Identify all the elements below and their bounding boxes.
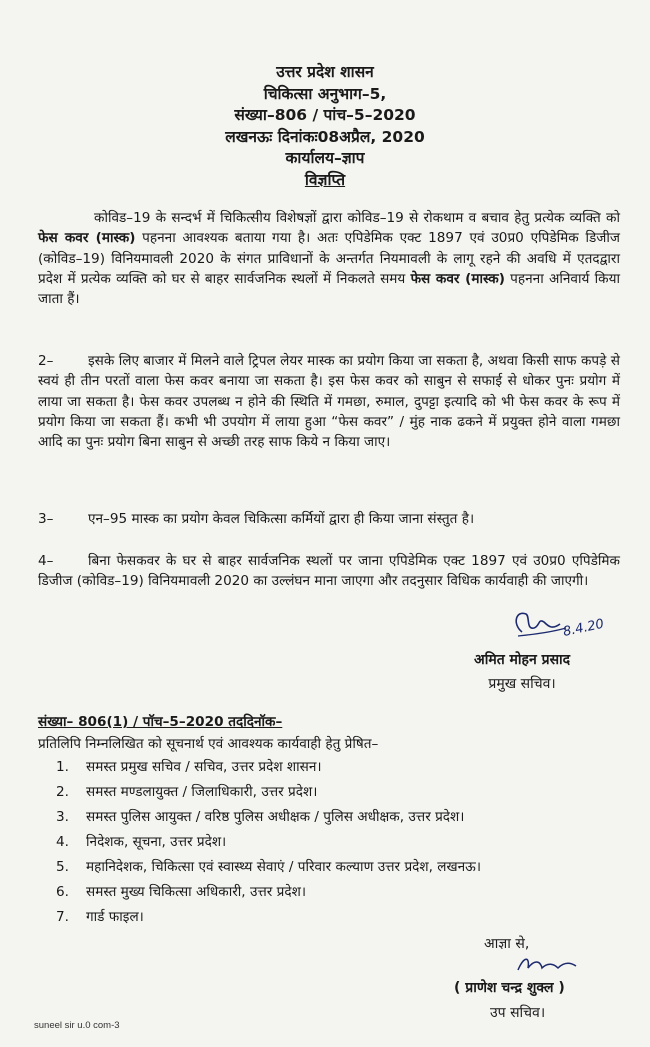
list-item-text: समस्त मुख्य चिकित्सा अधिकारी, उत्तर प्रदेश। [86, 884, 307, 900]
list-item [38, 907, 628, 928]
government-name: उत्तर प्रदेश शासन [276, 63, 374, 81]
paragraph-1-bold-b: फेस कवर (मास्क) [410, 270, 505, 287]
notification-title: विज्ञप्ति [304, 170, 346, 189]
list-item-text: समस्त मण्डलायुक्त / जिलाधिकारी, उत्तर प्रदेश। [86, 784, 318, 800]
paragraph-2-number: 2– [38, 353, 54, 369]
paragraph-1 [38, 208, 620, 309]
signature-1-date: 8.4.20 [561, 616, 606, 640]
paragraph-3-number: 3– [38, 511, 54, 527]
signatory-1-name: अमित मोहन प्रसाद [474, 652, 571, 668]
list-item-text: समस्त पुलिस आयुक्त / वरिष्ठ पुलिस अधीक्षक / पुलिस अधीक्षक, उत्तर प्रदेश। [86, 809, 465, 825]
document-header [0, 62, 650, 191]
list-item [38, 782, 628, 803]
paragraph-2 [38, 351, 620, 452]
place-date: लखनऊः दिनांकः08अप्रैल, 2020 [225, 127, 425, 146]
list-item-number: 3. [56, 809, 69, 825]
paragraph-1-text-a: कोविड–19 के सन्दर्भ में चिकित्सीय विशेषज्ञों द्वारा कोविड–19 से रोकथाम व बचाव हेतु प्रत्येक व्यक्ति को [94, 210, 620, 226]
signature-1-mark [508, 604, 628, 650]
by-order-text: आज्ञा से, [484, 936, 530, 952]
list-item-number: 6. [56, 884, 69, 900]
paragraph-1-bold-a: फेस कवर (मास्क) [38, 230, 136, 247]
paragraph-4-number: 4– [38, 553, 54, 569]
paragraph-3 [38, 509, 620, 529]
signature-2-mark [514, 952, 584, 976]
paragraph-3-text: एन–95 मास्क का प्रयोग केवल चिकित्सा कर्मियों द्वारा ही किया जाना संस्तुत है। [88, 511, 475, 527]
list-item-text: निदेशक, सूचना, उत्तर प्रदेश। [86, 834, 227, 850]
paragraph-1-text-c: पहनना अनिवार्य किया जाता हैं। [38, 270, 620, 308]
office-memo-label: कार्यालय–ज्ञाप [285, 149, 365, 167]
reference-number: संख्या–806 / पांच–5–2020 [234, 106, 416, 124]
list-item [38, 882, 628, 903]
signatory-1-designation: प्रमुख सचिव। [488, 676, 556, 692]
list-item-number: 7. [56, 909, 69, 925]
copy-reference: संख्या– 806(1) / पॉच–5–2020 तददिनॉक– [38, 714, 283, 730]
list-item-number: 1. [56, 759, 69, 775]
footer-note: suneel sir u.0 com-3 [34, 1020, 120, 1031]
department-name: चिकित्सा अनुभाग–5, [263, 84, 387, 103]
signatory-2-name: ( प्राणेश चन्द्र शुक्ल ) [454, 980, 565, 996]
list-item-number: 2. [56, 784, 69, 800]
paragraph-1-text-b: पहनना आवश्यक बताया गया है। अतः एपिडेमिक एक्ट 1897 एवं उ0प्र0 एपिडेमिक डिजीज (कोविड–19) विनियमावली 2020 के संगत प्राविधानों के अन्तर्गत नियमावली के लागू रहने की अवधि में एतदद्वारा प्रदेश में प्रत्येक व्यक्ति को घर से बाहर सार्वजनिक स्थलों में निकलते समय [38, 230, 620, 287]
paragraph-2-text: इसके लिए बाजार में मिलने वाले ट्रिपल लेयर मास्क का प्रयोग किया जा सकता है, अथवा किसी साफ कपड़े से स्वयं ही तीन परतों वाला फेस कवर बनाया जा सकता है। इस फेस कवर को साबुन से सफाई से धोकर पुनः प्रयोग में लाया जा सकता है। फेस कवर उपलब्ध न होने की स्थिति में गमछा, रुमाल, दुपट्टा इत्यादि को भी फेस कवर के रूप में प्रयोग किया जा सकता हैं। कभी भी उपयोग में लाया हुआ “फेस कवर” / मुंह नाक ढकने में प्रयुक्त होने वाला गमछा आदि का पुनः प्रयोग बिना साबुन से अच्छी तरह साफ किये न किया जाए। [38, 353, 620, 451]
signatory-1 [474, 648, 570, 696]
copy-recipient-list [38, 757, 628, 928]
list-item-number: 5. [56, 859, 69, 875]
list-item [38, 807, 628, 828]
list-item [38, 857, 628, 878]
list-item-text: समस्त प्रमुख सचिव / सचिव, उत्तर प्रदेश शासन। [86, 759, 322, 775]
copy-intro: प्रतिलिपि निम्नलिखित को सूचनार्थ एवं आवश्यक कार्यवाही हेतु प्रेषित– [38, 736, 379, 752]
list-item [38, 757, 628, 778]
paragraph-4-text: बिना फेसकवर के घर से बाहर सार्वजनिक स्थलों पर जाना एपिडेमिक एक्ट 1897 एवं उ0प्र0 एपिडेमिक डिजीज (कोविड–19) विनियमावली 2020 का उल्लंघन माना जाएगा और तदनुसार विधिक कार्यवाही की जाएगी। [38, 553, 620, 590]
signatory-2-designation: उप सचिव। [490, 1005, 546, 1021]
list-item-text: गार्ड फाइल। [86, 909, 144, 925]
paragraph-4 [38, 551, 620, 592]
list-item-text: महानिदेशक, चिकित्सा एवं स्वास्थ्य सेवाएं / परिवार कल्याण उत्तर प्रदेश, लखनऊ। [86, 859, 481, 875]
list-item [38, 832, 628, 853]
list-item-number: 4. [56, 834, 69, 850]
copy-section [38, 711, 628, 932]
